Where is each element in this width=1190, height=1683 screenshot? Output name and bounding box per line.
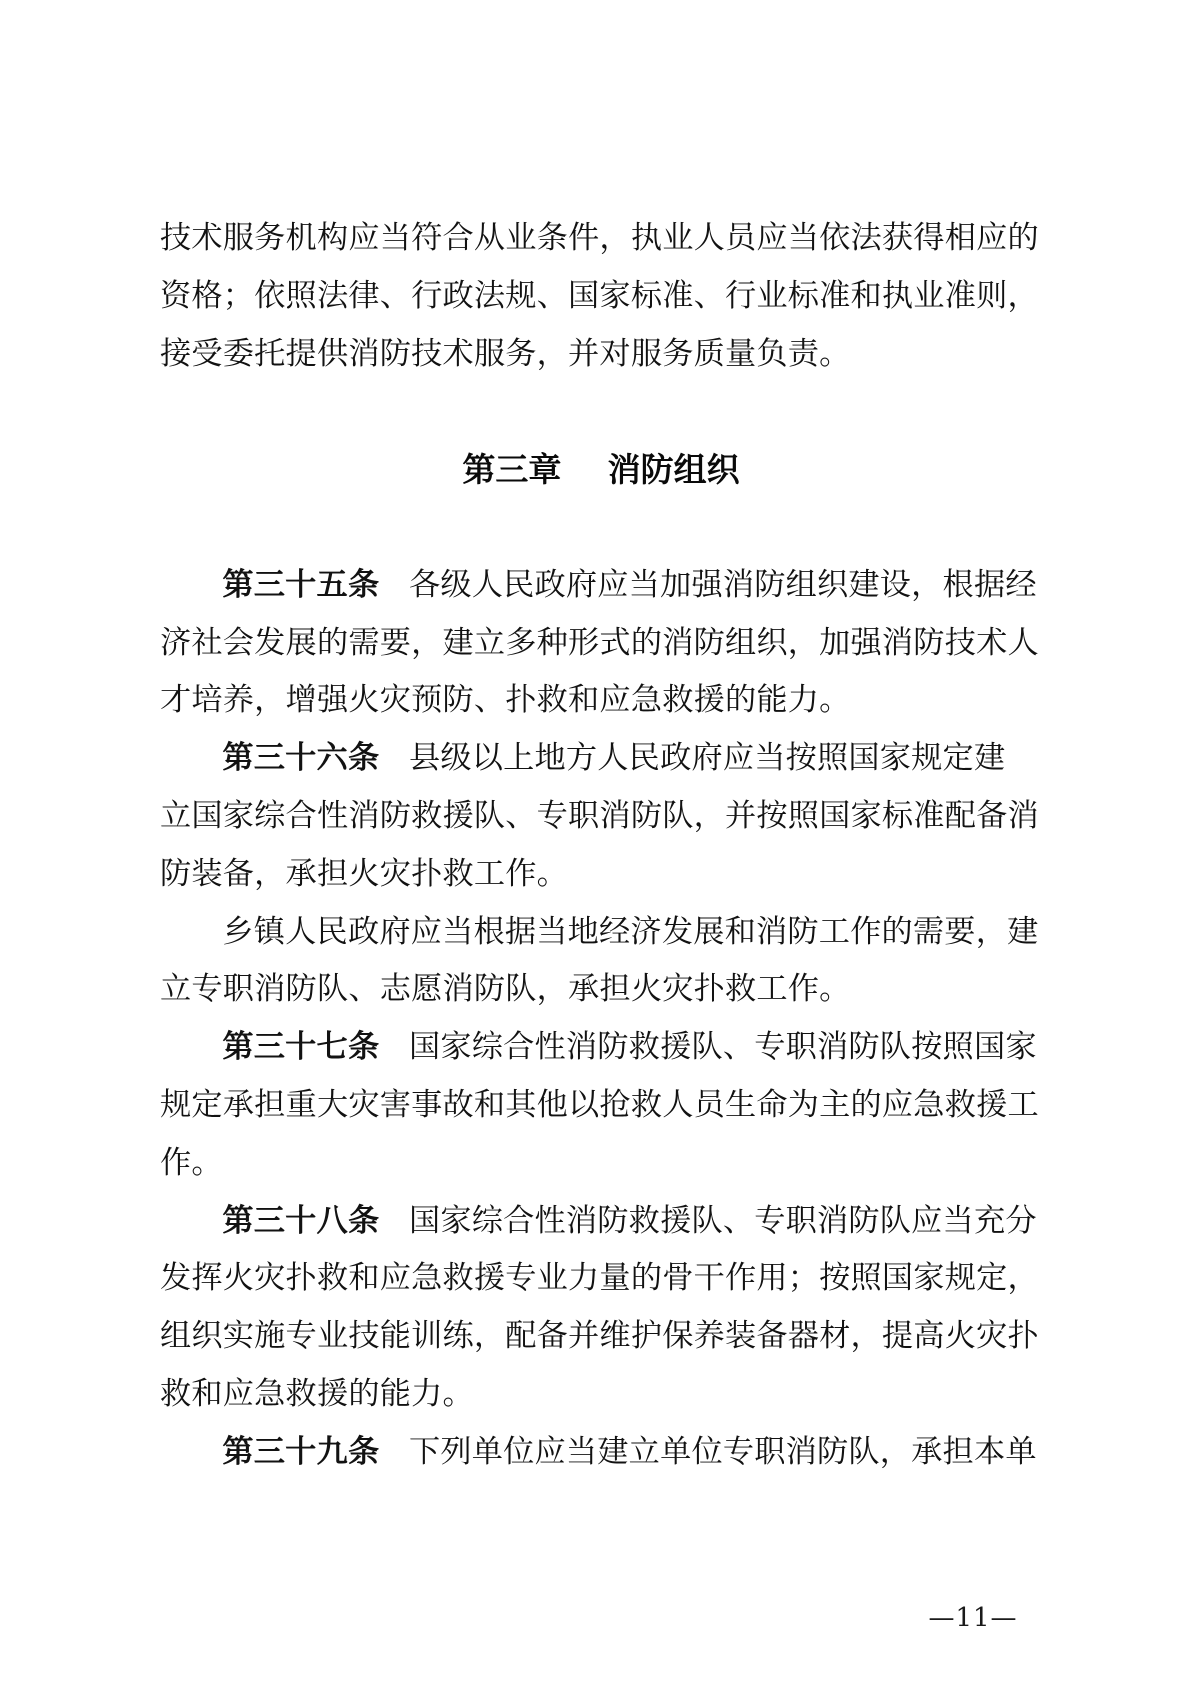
- article-37-label: 第三十七条: [222, 1029, 380, 1066]
- article-39-label: 第三十九条: [222, 1433, 380, 1470]
- article-36-line: [160, 730, 1042, 788]
- text-line: 发挥火灾扑救和应急救援专业力量的骨干作用；按照国家规定，: [160, 1260, 1039, 1297]
- chapter-title: 消防组织: [607, 450, 740, 490]
- article-37-line: [160, 1019, 1042, 1077]
- text-run: 国家综合性消防救援队、专职消防队按照国家: [408, 1029, 1037, 1066]
- text-line: 立专职消防队、志愿消防队，承担火灾扑救工作。: [160, 971, 851, 1008]
- text-run: 下列单位应当建立单位专职消防队，承担本单: [408, 1433, 1037, 1470]
- text-run: 国家综合性消防救援队、专职消防队应当充分: [408, 1202, 1037, 1239]
- page-number: —11—: [928, 1603, 1018, 1633]
- text-line: 规定承担重大灾害事故和其他以抢救人员生命为主的应急救援工: [160, 1086, 1039, 1123]
- article-36-label: 第三十六条: [222, 740, 380, 777]
- text-line: 才培养，增强火灾预防、扑救和应急救援的能力。: [160, 682, 851, 719]
- text-line: 济社会发展的需要，建立多种形式的消防组织，加强消防技术人: [160, 624, 1039, 661]
- text-line: 防装备，承担火灾扑救工作。: [160, 855, 569, 892]
- article-38-line: [160, 1193, 1042, 1251]
- text-line: 接受委托提供消防技术服务，并对服务质量负责。: [160, 335, 851, 372]
- text-run: 县级以上地方人民政府应当按照国家规定建: [408, 740, 1006, 777]
- article-35-line: [160, 557, 1042, 615]
- article-35-label: 第三十五条: [222, 566, 380, 603]
- chapter-number: 第三章: [462, 450, 562, 490]
- article-38-label: 第三十八条: [222, 1202, 380, 1239]
- document-body: [160, 210, 1042, 1482]
- text-line: 乡镇人民政府应当根据当地经济发展和消防工作的需要，建: [222, 913, 1039, 950]
- text-line: 救和应急救援的能力。: [160, 1375, 474, 1412]
- text-line: 技术服务机构应当符合从业条件，执业人员应当依法获得相应的: [160, 220, 1039, 256]
- chapter-heading: [160, 441, 1042, 499]
- text-line: 作。: [160, 1144, 223, 1181]
- text-line: 立国家综合性消防救援队、专职消防队，并按照国家标准配备消: [160, 797, 1039, 834]
- text-line: 组织实施专业技能训练，配备并维护保养装备器材，提高火灾扑: [160, 1318, 1039, 1355]
- blank-line: [160, 383, 1042, 441]
- text-line: 资格；依照法律、行政法规、国家标准、行业标准和执业准则，: [160, 277, 1039, 314]
- text-run: 各级人民政府应当加强消防组织建设，根据经: [408, 566, 1037, 603]
- blank-line: [160, 499, 1042, 557]
- article-39-line: [160, 1424, 1042, 1482]
